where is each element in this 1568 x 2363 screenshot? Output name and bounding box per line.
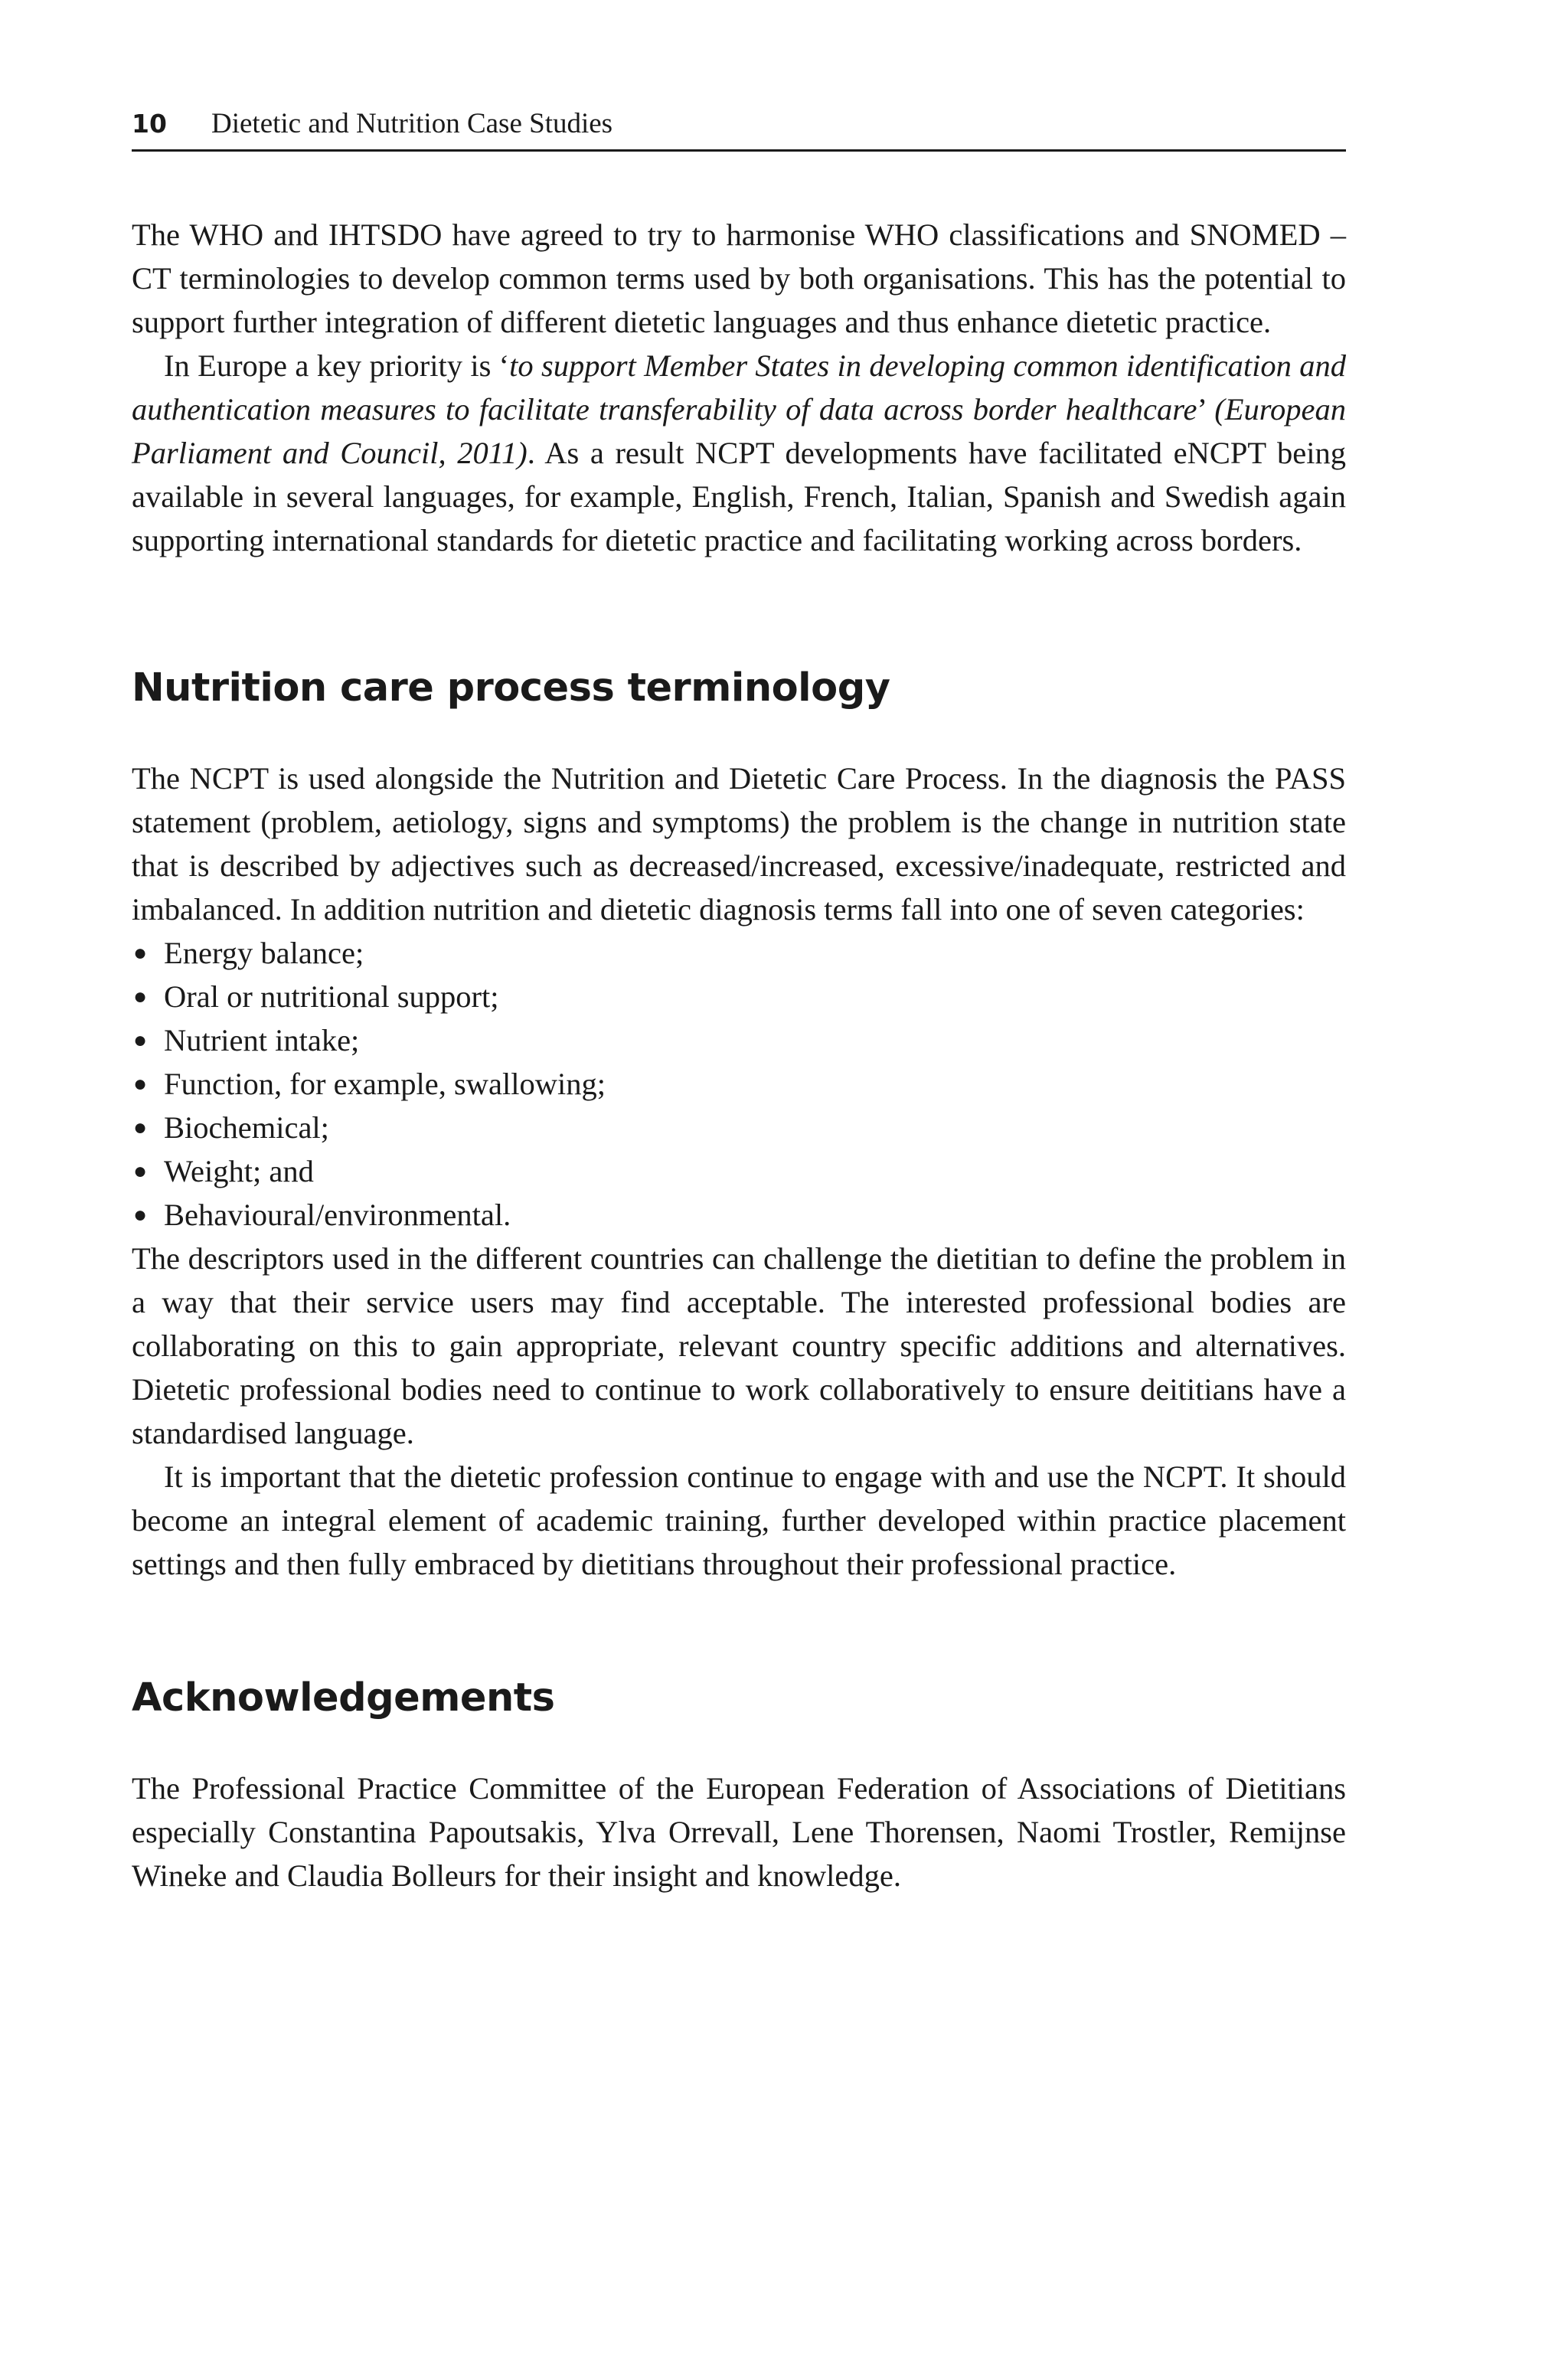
intro-quote-close: ’: [1197, 392, 1215, 427]
section-heading-acknowledgements: Acknowledgements: [132, 1675, 555, 1721]
section-heading-ncpt: Nutrition care process terminology: [132, 665, 890, 711]
bullet-icon: ●: [133, 1071, 148, 1097]
list-item-text: Weight; and: [164, 1154, 314, 1188]
intro-citation: (European Parliament and Council, 2011): [132, 392, 1346, 470]
list-item-text: Behavioural/environmental.: [164, 1198, 511, 1232]
list-item: [132, 1193, 1346, 1237]
acknowledgements-section: [132, 1767, 1346, 1897]
diagnosis-category-list: [132, 931, 1346, 1237]
running-head: [132, 107, 1346, 152]
intro-paragraph-1: The WHO and IHTSDO have agreed to try to harmonise WHO classifications and SNOMED – CT terminologies to develop common terms used by both organisations. This has the potential to support further integration of different dietetic languages and thus enhance dietetic practice.: [132, 217, 1346, 339]
intro-section: [132, 213, 1346, 562]
list-item-text: Energy balance;: [164, 936, 364, 970]
page-number: 10: [132, 109, 167, 139]
list-item: [132, 1106, 1346, 1149]
intro-quote: to support Member States in developing common identification and authentication measures to facilitate transferability of data across border healthcare: [132, 348, 1346, 427]
bullet-icon: ●: [133, 1028, 148, 1053]
list-item-text: Biochemical;: [164, 1110, 329, 1145]
book-page: [132, 107, 1346, 1897]
bullet-icon: ●: [133, 984, 148, 1009]
book-title: Dietetic and Nutrition Case Studies: [211, 108, 613, 139]
ncpt-section: [132, 757, 1346, 1586]
intro-paragraph-2: [132, 344, 1346, 562]
bullet-icon: ●: [133, 1159, 148, 1184]
intro-paragraph-2-lead: In Europe a key priority is ‘: [164, 348, 510, 383]
list-item-text: Oral or nutritional support;: [164, 979, 499, 1014]
bullet-icon: ●: [133, 1202, 148, 1227]
list-item: [132, 1149, 1346, 1193]
bullet-icon: ●: [133, 940, 148, 966]
ncpt-paragraph-2: The descriptors used in the different countries can challenge the dietitian to define the problem in a way that their service users may find acceptable. The interested professional bodies are collaborating on this to gain appropriate, relevant country specific additions and alternatives. Dietetic professional bodies need to continue to work collaboratively to ensure deititians have a standardised language.: [132, 1241, 1346, 1450]
ncpt-paragraph-3: It is important that the dietetic profession continue to engage with and use the NCPT. It should become an integral element of academic training, further developed within practice placement settings and then fully embraced by dietitians throughout their professional practice.: [132, 1459, 1346, 1581]
list-item-text: Function, for example, swallowing;: [164, 1067, 606, 1101]
list-item-text: Nutrient intake;: [164, 1023, 360, 1057]
acknowledgements-paragraph: The Professional Practice Committee of the European Federation of Associations of Dietitians especially Constantina Papoutsakis, Ylva Orrevall, Lene Thorensen, Naomi Trostler, Remijnse Wineke and Claudia Bolleurs for their insight and knowledge.: [132, 1771, 1346, 1893]
list-item: [132, 975, 1346, 1018]
intro-paragraph-2-rest: . As a result NCPT developments have facilitated eNCPT being available in several languages, for example, English, French, Italian, Spanish and Swedish again supporting international standards for dietetic practice and facilitating working across borders.: [132, 436, 1346, 557]
ncpt-paragraph-1: The NCPT is used alongside the Nutrition and Dietetic Care Process. In the diagnosis the PASS statement (problem, aetiology, signs and symptoms) the problem is the change in nutrition state that is described by adjectives such as decreased/increased, excessive/inadequate, restricted and imbalanced. In addition nutrition and dietetic diagnosis terms fall into one of seven categories:: [132, 761, 1346, 927]
list-item: [132, 931, 1346, 975]
list-item: [132, 1062, 1346, 1106]
bullet-icon: ●: [133, 1115, 148, 1140]
list-item: [132, 1018, 1346, 1062]
